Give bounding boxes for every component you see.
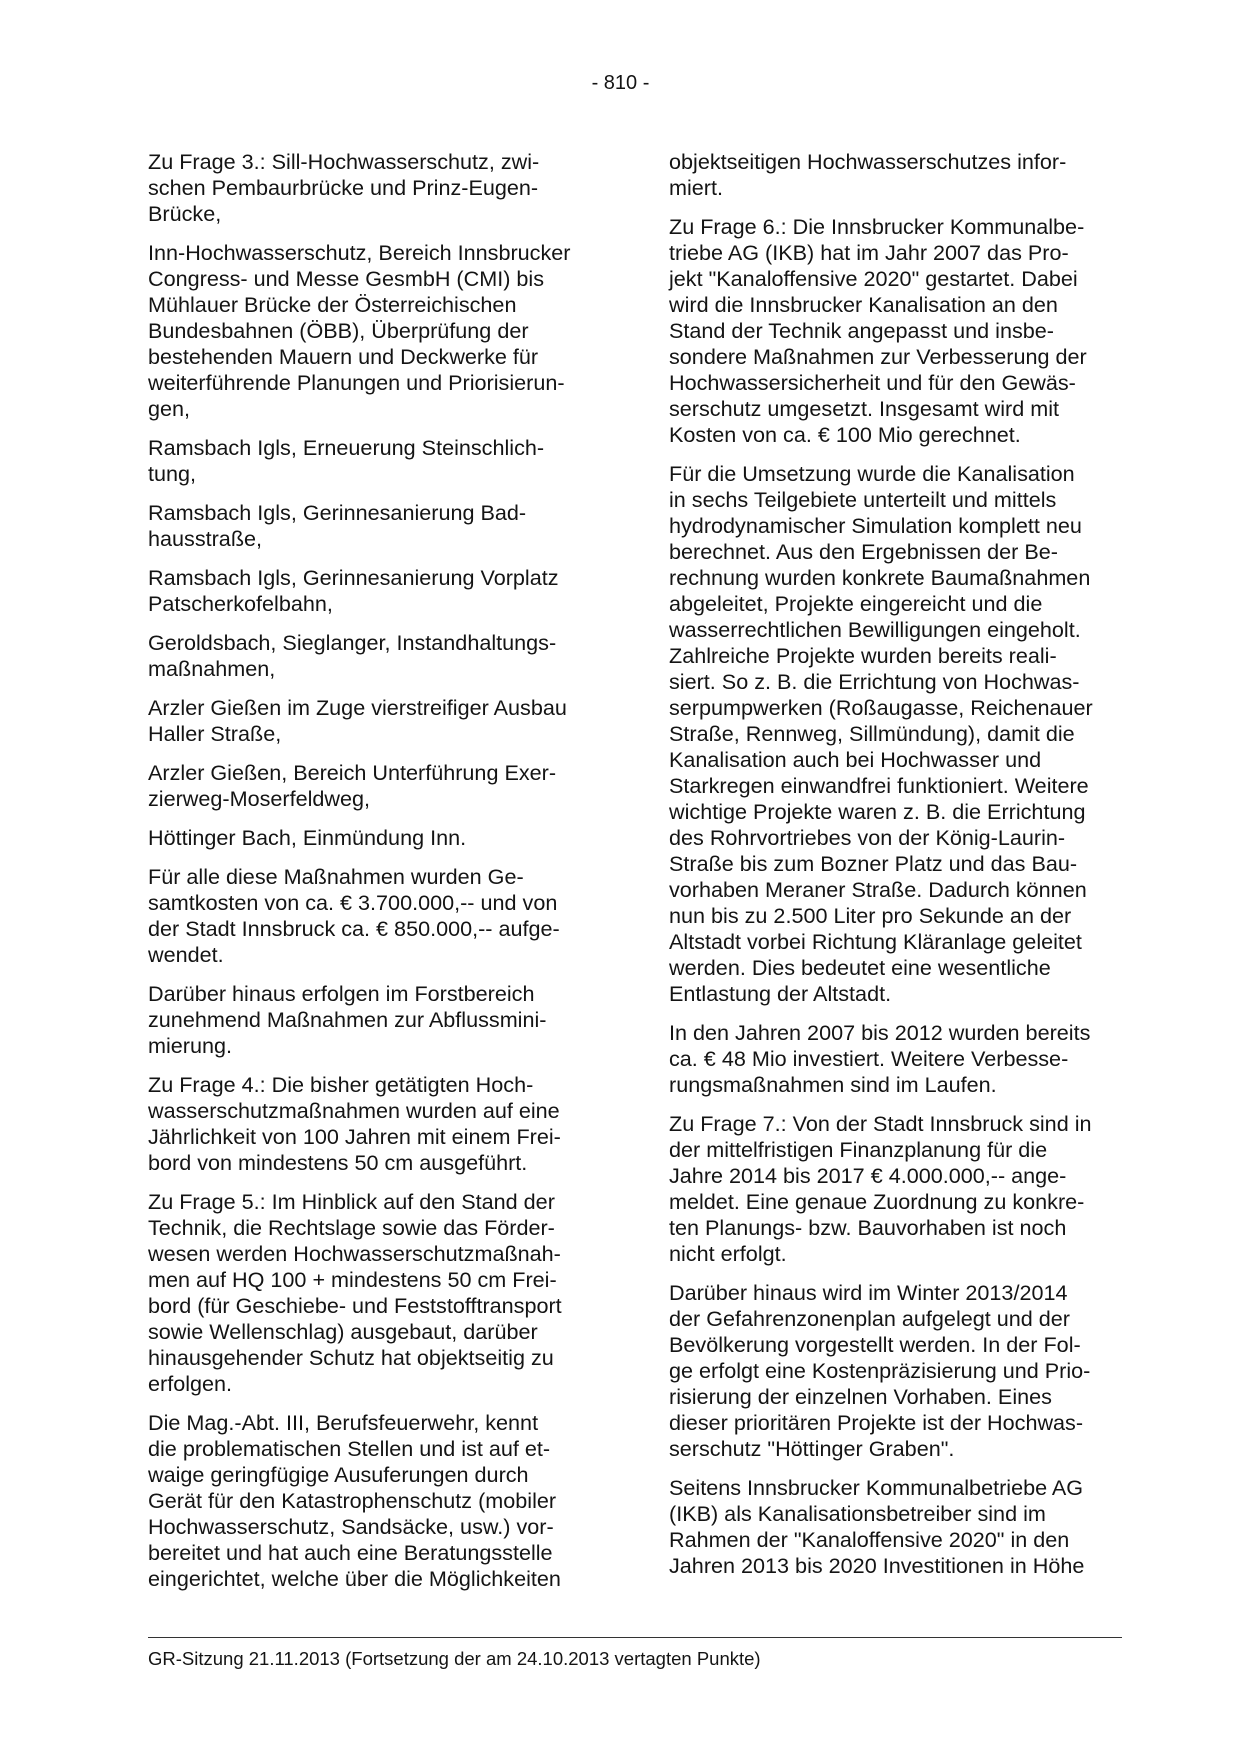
paragraph [669,461,1129,1007]
paragraph [669,1111,1129,1267]
text-line: tung, [148,461,197,486]
text-line: zierweg-Moserfeldweg, [148,786,371,811]
text-line: Jahre 2014 bis 2017 € 4.000.000,-- ange- [669,1163,1067,1188]
text-line: Bevölkerung vorgestellt werden. In der Fol- [669,1332,1081,1357]
text-line: jekt "Kanaloffensive 2020" gestartet. Dabei [669,266,1078,291]
text-line: Technik, die Rechtslage sowie das Förder- [148,1215,555,1240]
text-line: siert. So z. B. die Errichtung von Hochwas- [669,669,1080,694]
text-line: mierung. [148,1033,233,1058]
text-line: des Rohrvortriebes von der König-Laurin- [669,825,1066,850]
text-line: wesen werden Hochwasserschutzmaßnah- [148,1241,561,1266]
text-line: hausstraße, [148,526,263,551]
text-line: serschutz "Höttinger Graben". [669,1436,955,1461]
text-line: Seitens Innsbrucker Kommunalbetriebe AG [669,1475,1084,1500]
text-line: werden. Dies bedeutet eine wesentliche [669,955,1051,980]
text-line: zunehmend Maßnahmen zur Abflussmini- [148,1007,547,1032]
footer-text: GR-Sitzung 21.11.2013 (Fortsetzung der am 24.10.2013 vertagten Punkte) [148,1648,761,1669]
paragraph [148,149,608,227]
text-line: Zu Frage 6.: Die Innsbrucker Kommunalbe- [669,214,1085,239]
text-line: Zu Frage 3.: Sill-Hochwasserschutz, zwi- [148,149,540,174]
text-line: Ramsbach Igls, Gerinnesanierung Vorplatz [148,565,559,590]
text-line: hinausgehender Schutz hat objektseitig zu [148,1345,554,1370]
text-line: Rahmen der "Kanaloffensive 2020" in den [669,1527,1070,1552]
text-line: Brücke, [148,201,222,226]
text-line: wasserschutzmaßnahmen wurden auf eine [148,1098,560,1123]
text-line: gen, [148,396,191,421]
text-line: meldet. Eine genaue Zuordnung zu konkre- [669,1189,1085,1214]
text-line: Jahren 2013 bis 2020 Investitionen in Höhe [669,1553,1085,1578]
text-line: weiterführende Planungen und Priorisierun- [148,370,565,395]
paragraph [148,240,608,422]
text-line: Starkregen einwandfrei funktioniert. Weitere [669,773,1089,798]
left-column [148,149,608,1605]
text-line: Hochwasserschutz, Sandsäcke, usw.) vor- [148,1514,554,1539]
text-line: rungsmaßnahmen sind im Laufen. [669,1072,997,1097]
text-line: Die Mag.-Abt. III, Berufsfeuerwehr, kennt [148,1410,539,1435]
paragraph [148,630,608,682]
text-line: wasserrechtlichen Bewilligungen eingeholt. [669,617,1081,642]
text-line: bestehenden Mauern und Deckwerke für [148,344,539,369]
text-line: Straße, Rennweg, Sillmündung), damit die [669,721,1075,746]
paragraph [669,214,1129,448]
text-line: bord (für Geschiebe- und Feststofftransport [148,1293,562,1318]
text-line: Stand der Technik angepasst und insbe- [669,318,1054,343]
text-line: Gerät für den Katastrophenschutz (mobiler [148,1488,557,1513]
text-line: der Gefahrenzonenplan aufgelegt und der [669,1306,1070,1331]
text-line: Jährlichkeit von 100 Jahren mit einem Frei- [148,1124,561,1149]
text-line: Patscherkofelbahn, [148,591,333,616]
text-line: waige geringfügige Ausuferungen durch [148,1462,529,1487]
text-line: Haller Straße, [148,721,282,746]
text-line: ten Planungs- bzw. Bauvorhaben ist noch [669,1215,1067,1240]
text-line: Zu Frage 7.: Von der Stadt Innsbruck sind in [669,1111,1092,1136]
text-line: Für die Umsetzung wurde die Kanalisation [669,461,1075,486]
text-line: Zahlreiche Projekte wurden bereits reali- [669,643,1057,668]
paragraph [148,760,608,812]
text-line: Geroldsbach, Sieglanger, Instandhaltungs- [148,630,557,655]
text-line: wichtige Projekte waren z. B. die Errichtung [669,799,1086,824]
text-line: Darüber hinaus wird im Winter 2013/2014 [669,1280,1068,1305]
text-line: berechnet. Aus den Ergebnissen der Be- [669,539,1058,564]
text-line: (IKB) als Kanalisationsbetreiber sind im [669,1501,1046,1526]
paragraph [669,149,1129,201]
text-line: triebe AG (IKB) hat im Jahr 2007 das Pro- [669,240,1069,265]
paragraph [669,1020,1129,1098]
text-line: hydrodynamischer Simulation komplett neu [669,513,1082,538]
text-line: bereitet und hat auch eine Beratungsstelle [148,1540,553,1565]
text-line: Hochwassersicherheit und für den Gewäs- [669,370,1076,395]
text-line: risierung der einzelnen Vorhaben. Eines [669,1384,1052,1409]
text-line: objektseitigen Hochwasserschutzes infor- [669,149,1067,174]
text-line: abgeleitet, Projekte eingereicht und die [669,591,1043,616]
text-line: Inn-Hochwasserschutz, Bereich Innsbrucker [148,240,571,265]
paragraph [148,825,608,851]
paragraph [148,1189,608,1397]
text-line: der mittelfristigen Finanzplanung für die [669,1137,1048,1162]
text-line: Arzler Gießen im Zuge vierstreifiger Ausbau [148,695,567,720]
text-line: Mühlauer Brücke der Österreichischen [148,292,517,317]
paragraph [669,1280,1129,1462]
text-line: der Stadt Innsbruck ca. € 850.000,-- aufge- [148,916,560,941]
text-line: wendet. [148,942,224,967]
text-line: sowie Wellenschlag) ausgebaut, darüber [148,1319,538,1344]
paragraph [148,1410,608,1592]
text-line: maßnahmen, [148,656,276,681]
text-line: schen Pembaurbrücke und Prinz-Eugen- [148,175,539,200]
text-line: men auf HQ 100 + mindestens 50 cm Frei- [148,1267,557,1292]
text-line: Kanalisation auch bei Hochwasser und [669,747,1042,772]
paragraph [148,864,608,968]
text-line: Zu Frage 5.: Im Hinblick auf den Stand der [148,1189,555,1214]
paragraph [148,695,608,747]
text-line: Höttinger Bach, Einmündung Inn. [148,825,467,850]
paragraph [669,1475,1129,1579]
text-line: Bundesbahnen (ÖBB), Überprüfung der [148,318,529,343]
text-line: miert. [669,175,723,200]
footer-divider [148,1637,1122,1638]
paragraph [148,981,608,1059]
text-line: In den Jahren 2007 bis 2012 wurden bereits [669,1020,1091,1045]
text-line: serpumpwerken (Roßaugasse, Reichenauer [669,695,1093,720]
paragraph [148,565,608,617]
text-line: Ramsbach Igls, Erneuerung Steinschlich- [148,435,545,460]
paragraph [148,500,608,552]
paragraph [148,435,608,487]
text-line: Kosten von ca. € 100 Mio gerechnet. [669,422,1021,447]
text-line: Entlastung der Altstadt. [669,981,892,1006]
text-line: Straße bis zum Bozner Platz und das Bau- [669,851,1078,876]
text-line: bord von mindestens 50 cm ausgeführt. [148,1150,528,1175]
text-line: Für alle diese Maßnahmen wurden Ge- [148,864,524,889]
text-line: dieser prioritären Projekte ist der Hochwas- [669,1410,1084,1435]
text-line: nun bis zu 2.500 Liter pro Sekunde an der [669,903,1072,928]
text-line: wird die Innsbrucker Kanalisation an den [669,292,1058,317]
text-line: nicht erfolgt. [669,1241,787,1266]
text-line: die problematischen Stellen und ist auf et- [148,1436,551,1461]
text-line: Congress- und Messe GesmbH (CMI) bis [148,266,544,291]
text-line: samtkosten von ca. € 3.700.000,-- und von [148,890,558,915]
text-line: vorhaben Meraner Straße. Dadurch können [669,877,1087,902]
text-line: ge erfolgt eine Kostenpräzisierung und Prio- [669,1358,1091,1383]
text-line: ca. € 48 Mio investiert. Weitere Verbesse- [669,1046,1069,1071]
page-number: - 810 - [591,72,650,94]
text-line: Zu Frage 4.: Die bisher getätigten Hoch- [148,1072,534,1097]
text-line: Ramsbach Igls, Gerinnesanierung Bad- [148,500,527,525]
text-line: serschutz umgesetzt. Insgesamt wird mit [669,396,1060,421]
right-column [669,149,1129,1592]
paragraph [148,1072,608,1176]
text-line: in sechs Teilgebiete unterteilt und mittels [669,487,1057,512]
text-line: Darüber hinaus erfolgen im Forstbereich [148,981,535,1006]
text-line: sondere Maßnahmen zur Verbesserung der [669,344,1087,369]
text-line: Altstadt vorbei Richtung Kläranlage geleitet [669,929,1082,954]
text-line: erfolgen. [148,1371,233,1396]
text-line: eingerichtet, welche über die Möglichkeiten [148,1566,561,1591]
text-line: rechnung wurden konkrete Baumaßnahmen [669,565,1091,590]
text-line: Arzler Gießen, Bereich Unterführung Exer- [148,760,557,785]
